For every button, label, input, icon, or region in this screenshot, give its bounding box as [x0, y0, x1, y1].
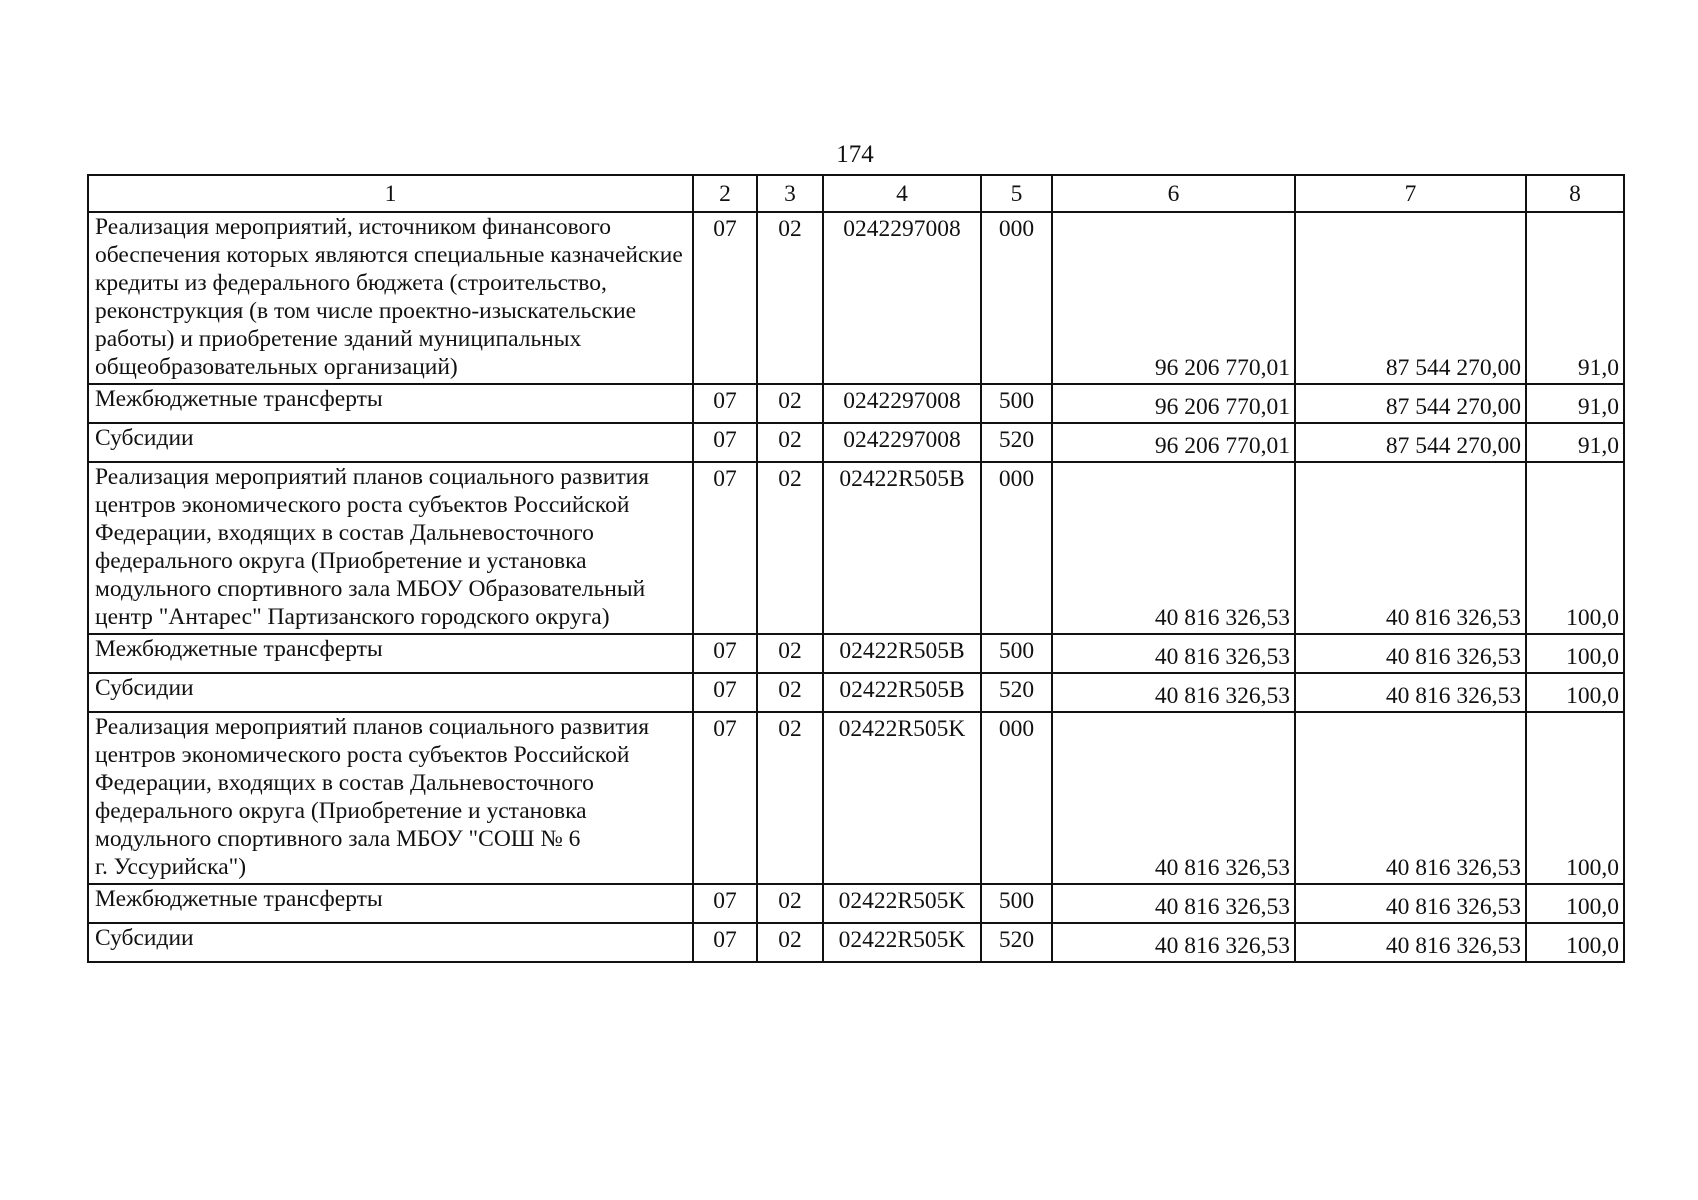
column-header-7: 7 — [1295, 175, 1526, 212]
target-code: 02422R505K — [823, 712, 981, 884]
executed-amount: 87 544 270,00 — [1295, 212, 1526, 384]
expense-name-text: Реализация мероприятий планов социального развития центров экономического роста субъектов Российской Федерации, входящих в состав Дальневосточного федерального округа (Приобретение и установка модульного спортивного зала МБОУ "СОШ № 6 г. Уссурийска") — [95, 714, 650, 880]
subsection-code: 02 — [757, 384, 823, 423]
execution-percent: 100,0 — [1526, 462, 1624, 634]
subsection-code: 02 — [757, 884, 823, 923]
expense-type-code: 500 — [981, 384, 1052, 423]
execution-percent: 100,0 — [1526, 884, 1624, 923]
section-code: 07 — [693, 923, 757, 962]
target-code: 02422R505B — [823, 673, 981, 712]
execution-percent: 91,0 — [1526, 423, 1624, 462]
expense-name: Субсидии — [88, 673, 693, 712]
column-header-4: 4 — [823, 175, 981, 212]
column-header-6: 6 — [1052, 175, 1295, 212]
expense-type-code: 500 — [981, 884, 1052, 923]
planned-amount: 40 816 326,53 — [1052, 884, 1295, 923]
executed-amount: 40 816 326,53 — [1295, 712, 1526, 884]
subsection-code: 02 — [757, 423, 823, 462]
expense-name: Субсидии — [88, 423, 693, 462]
subsection-code: 02 — [757, 923, 823, 962]
executed-amount: 40 816 326,53 — [1295, 634, 1526, 673]
section-code: 07 — [693, 462, 757, 634]
column-header-5: 5 — [981, 175, 1052, 212]
section-code: 07 — [693, 212, 757, 384]
subsection-code: 02 — [757, 673, 823, 712]
planned-amount: 96 206 770,01 — [1052, 384, 1295, 423]
expense-type-code: 520 — [981, 923, 1052, 962]
planned-amount: 40 816 326,53 — [1052, 462, 1295, 634]
executed-amount: 40 816 326,53 — [1295, 462, 1526, 634]
expense-name — [88, 212, 693, 384]
budget-table — [87, 174, 1625, 963]
table-row — [88, 462, 1624, 634]
column-header-2: 2 — [693, 175, 757, 212]
expense-type-code: 520 — [981, 423, 1052, 462]
execution-percent: 100,0 — [1526, 712, 1624, 884]
subsection-code: 02 — [757, 212, 823, 384]
section-code: 07 — [693, 384, 757, 423]
executed-amount: 40 816 326,53 — [1295, 673, 1526, 712]
planned-amount: 40 816 326,53 — [1052, 673, 1295, 712]
planned-amount: 40 816 326,53 — [1052, 923, 1295, 962]
target-code: 02422R505K — [823, 884, 981, 923]
section-code: 07 — [693, 884, 757, 923]
planned-amount: 40 816 326,53 — [1052, 712, 1295, 884]
planned-amount: 40 816 326,53 — [1052, 634, 1295, 673]
expense-type-code: 000 — [981, 712, 1052, 884]
table-row — [88, 712, 1624, 884]
executed-amount: 87 544 270,00 — [1295, 423, 1526, 462]
expense-type-code: 000 — [981, 462, 1052, 634]
target-code: 02422R505B — [823, 634, 981, 673]
table-row — [88, 673, 1624, 712]
section-code: 07 — [693, 673, 757, 712]
expense-name: Субсидии — [88, 923, 693, 962]
execution-percent: 100,0 — [1526, 673, 1624, 712]
table-row — [88, 212, 1624, 384]
target-code: 02422R505B — [823, 462, 981, 634]
column-header-3: 3 — [757, 175, 823, 212]
executed-amount: 40 816 326,53 — [1295, 884, 1526, 923]
subsection-code: 02 — [757, 634, 823, 673]
table-row — [88, 423, 1624, 462]
table-row — [88, 884, 1624, 923]
expense-type-code: 520 — [981, 673, 1052, 712]
column-header-8: 8 — [1526, 175, 1624, 212]
executed-amount: 87 544 270,00 — [1295, 384, 1526, 423]
subsection-code: 02 — [757, 462, 823, 634]
target-code: 0242297008 — [823, 384, 981, 423]
table-row — [88, 634, 1624, 673]
expense-name — [88, 462, 693, 634]
expense-name: Межбюджетные трансферты — [88, 884, 693, 923]
column-header-1: 1 — [88, 175, 693, 212]
section-code: 07 — [693, 712, 757, 884]
target-code: 0242297008 — [823, 423, 981, 462]
execution-percent: 100,0 — [1526, 634, 1624, 673]
expense-type-code: 500 — [981, 634, 1052, 673]
execution-percent: 91,0 — [1526, 384, 1624, 423]
table-row — [88, 384, 1624, 423]
expense-type-code: 000 — [981, 212, 1052, 384]
expense-name: Межбюджетные трансферты — [88, 384, 693, 423]
expense-name-text: Реализация мероприятий, источником финансового обеспечения которых являются специальные казначейские кредиты из федерального бюджета (строительство, реконструкция (в том числе проектно-изыскательские работы) и приобретение зданий муниципальных общеобразовательных организаций) — [95, 214, 683, 380]
table-row — [88, 923, 1624, 962]
target-code: 0242297008 — [823, 212, 981, 384]
expense-name — [88, 712, 693, 884]
expense-name-text: Реализация мероприятий планов социального развития центров экономического роста субъектов Российской Федерации, входящих в состав Дальневосточного федерального округа (Приобретение и установка модульного спортивного зала МБОУ Образовательный центр "Антарес" Партизанского городского округа) — [95, 464, 650, 630]
subsection-code: 02 — [757, 712, 823, 884]
target-code: 02422R505K — [823, 923, 981, 962]
section-code: 07 — [693, 423, 757, 462]
execution-percent: 100,0 — [1526, 923, 1624, 962]
expense-name: Межбюджетные трансферты — [88, 634, 693, 673]
header-row — [88, 175, 1624, 212]
execution-percent: 91,0 — [1526, 212, 1624, 384]
planned-amount: 96 206 770,01 — [1052, 423, 1295, 462]
section-code: 07 — [693, 634, 757, 673]
executed-amount: 40 816 326,53 — [1295, 923, 1526, 962]
page-number: 174 — [836, 141, 874, 168]
planned-amount: 96 206 770,01 — [1052, 212, 1295, 384]
